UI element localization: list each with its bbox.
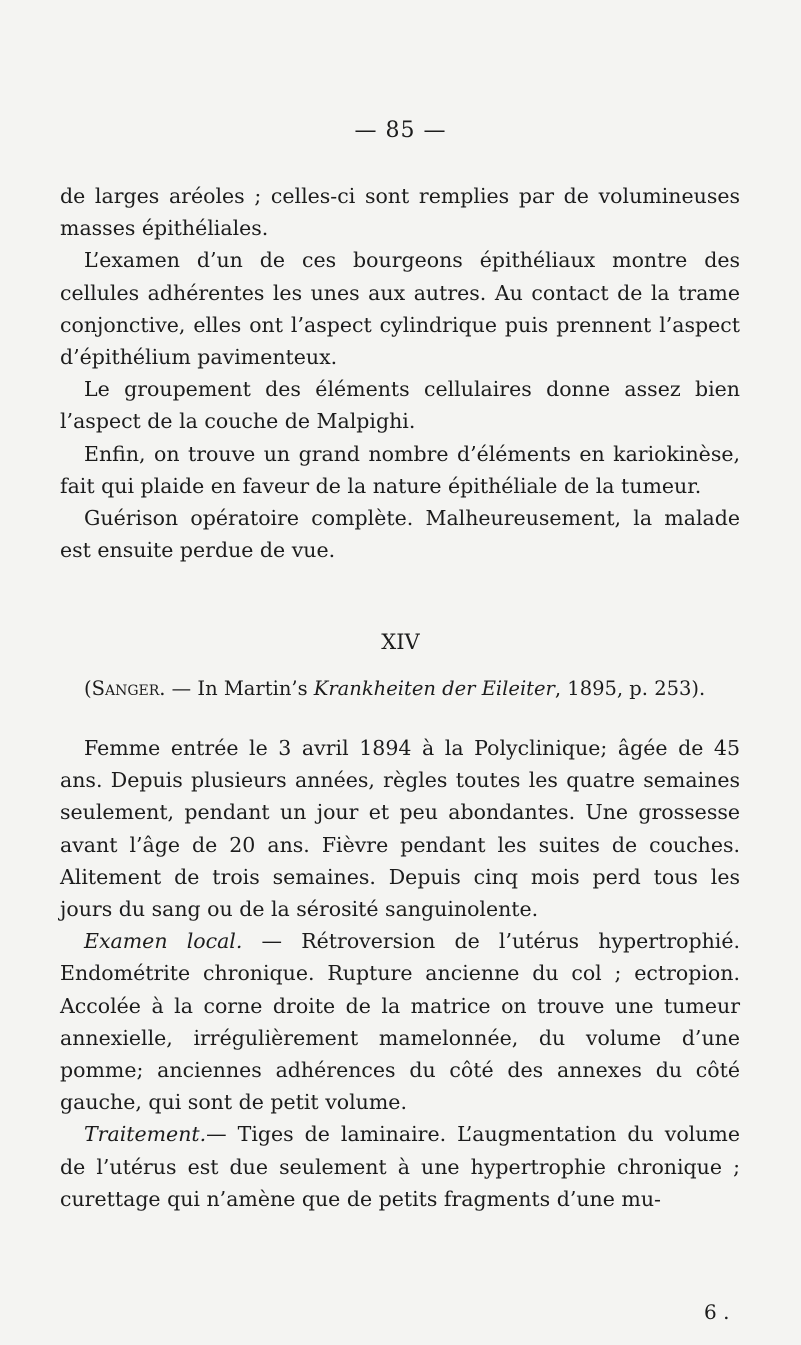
- treatment-label: Traitement.: [84, 1122, 207, 1147]
- paragraph: de larges aréoles ; celles-ci sont remplies par de volumineuses masses épithéliales.: [60, 184, 740, 241]
- citation-author: Sanger: [91, 677, 160, 700]
- paragraph: L’examen d’un de ces bourgeons épithéliaux montre des cellules adhérentes les unes aux autres. Au contact de la trame conjonctive, elles ont l’aspect cylindrique puis prennent l’aspect d’épithélium pavimenteux.: [60, 248, 740, 370]
- citation-open-paren: (: [84, 677, 92, 700]
- paragraph: Le groupement des éléments cellulaires donne assez bien l’aspect de la couche de Malpighi.: [60, 377, 740, 434]
- exam-label: Examen local.: [84, 929, 243, 954]
- citation-details: , 1895, p. 253).: [554, 677, 706, 700]
- exam-text: — Rétroversion de l’utérus hypertrophié. Endométrite chronique. Rupture ancienne du col ; ectropion. Accolée à la corne droite de la matrice on trouve une tumeur annexielle, irrégulièrement mamelonnée, du volume d’une pomme; anciennes adhérences du côté des annexes du côté gauche, qui sont de petit volume.: [60, 929, 740, 1115]
- case-history-paragraph: Femme entrée le 3 avril 1894 à la Polyclinique; âgée de 45 ans. Depuis plusieurs années, règles toutes les quatre semaines seulement, pendant un jour et peu abondantes. Une grossesse avant l’âge de 20 ans. Fièvre pendant les suites de couches. Alitement de trois semaines. Depuis cinq mois perd tous les jours du sang ou de la sérosité sanguinolente.: [60, 736, 740, 922]
- citation: [84, 675, 744, 703]
- page-number: — 85 —: [354, 118, 447, 143]
- signature-mark: 6 .: [704, 1300, 730, 1324]
- section-heading: XIV: [381, 630, 420, 654]
- citation-book-title: Krankheiten der Eileiter: [313, 677, 555, 700]
- exam-paragraph: [60, 925, 740, 1118]
- citation-source-intro: . — In Martin’s: [159, 677, 314, 700]
- treatment-paragraph: [60, 1118, 740, 1215]
- case-report: [60, 732, 740, 1215]
- text-block-continuation: [60, 180, 740, 566]
- paragraph: Enfin, on trouve un grand nombre d’éléments en kariokinèse, fait qui plaide en faveur de la nature épithéliale de la tumeur.: [60, 441, 740, 498]
- treatment-text: — Tiges de laminaire. L’augmentation du volume de l’utérus est due seulement à une hypertrophie chronique ; curettage qui n’amène que de petits fragments d’une mu-: [60, 1122, 740, 1211]
- paragraph: Guérison opératoire complète. Malheureusement, la malade est ensuite perdue de vue.: [60, 506, 740, 563]
